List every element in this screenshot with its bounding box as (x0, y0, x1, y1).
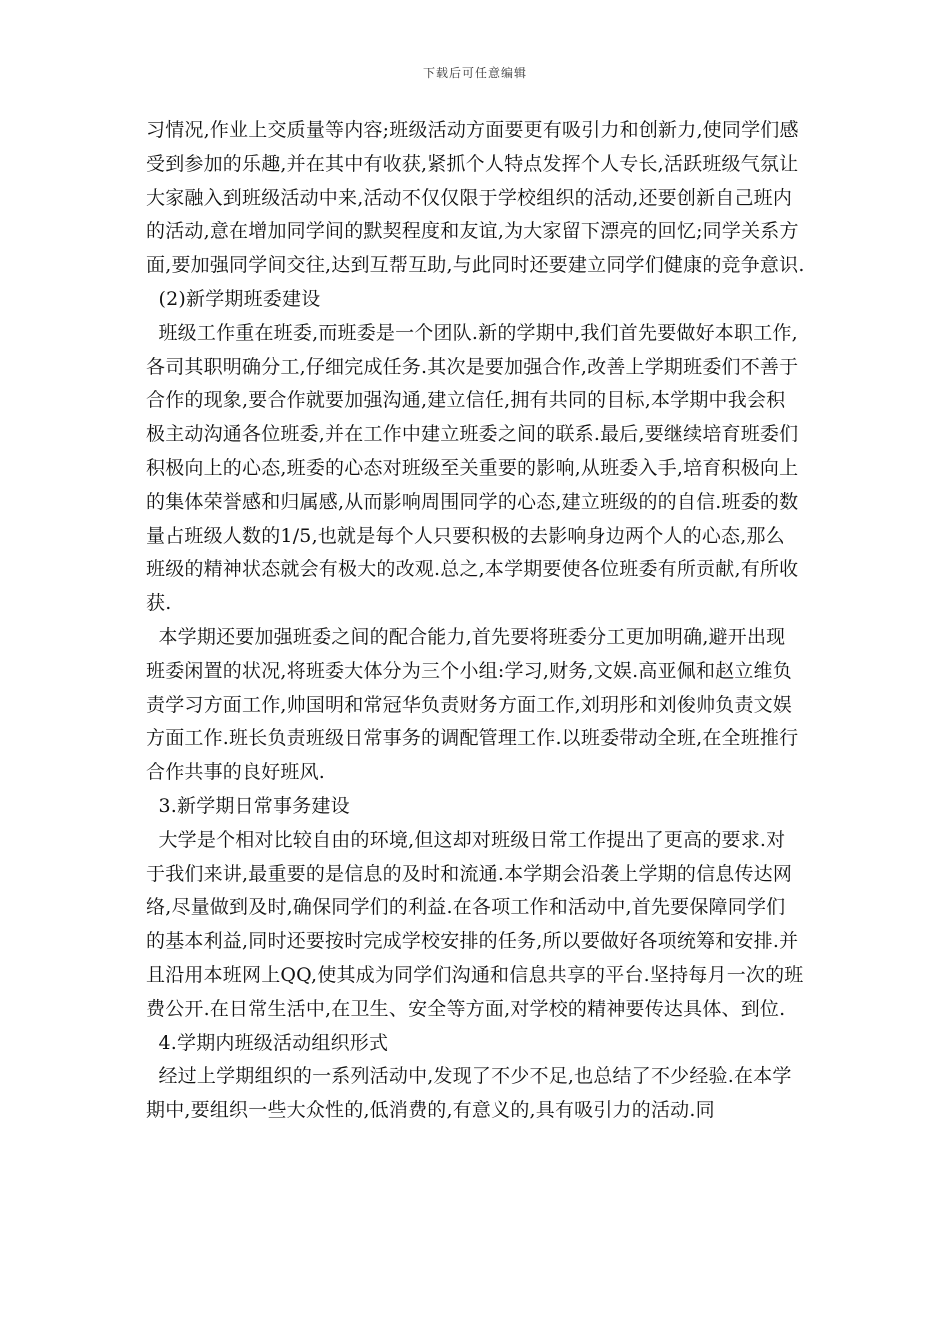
text-line: 方面工作.班长负责班级日常事务的调配管理工作.以班委带动全班,在全班推行 (146, 727, 799, 750)
section-heading: (2)新学期班委建设 (146, 287, 321, 310)
text-line: 合作共事的良好班风. (146, 761, 326, 784)
text-line: 受到参加的乐趣,并在其中有收获,紧抓个人特点发挥个人专长,活跃班级气氛让 (146, 152, 799, 175)
text-line: 极主动沟通各位班委,并在工作中建立班委之间的联系.最后,要继续培育班委们 (146, 423, 799, 446)
section-heading: 4.学期内班级活动组织形式 (146, 1031, 389, 1054)
text-line: 于我们来讲,最重要的是信息的及时和流通.本学期会沿袭上学期的信息传达网 (146, 862, 793, 885)
text-line: 经过上学期组织的一系列活动中,发现了不少不足,也总结了不少经验.在本学 (146, 1065, 792, 1088)
text-line: 责学习方面工作,帅国明和常冠华负责财务方面工作,刘玥彤和刘俊帅负责文娱 (146, 693, 793, 716)
text-line: 习情况,作业上交质量等内容;班级活动方面要更有吸引力和创新力,使同学们感 (146, 119, 799, 141)
text-line: 获. (146, 592, 172, 615)
text-line: 的基本利益,同时还要按时完成学校安排的任务,所以要做好各项统筹和安排.并 (146, 930, 799, 953)
page-header-note: 下载后可任意编辑 (422, 66, 527, 80)
text-line: 各司其职明确分工,仔细完成任务.其次是要加强合作,改善上学期班委们不善于 (146, 355, 799, 378)
text-line: 费公开.在日常生活中,在卫生、安全等方面,对学校的精神要传达具体、到位. (146, 997, 786, 1020)
text-line: 本学期还要加强班委之间的配合能力,首先要将班委分工更加明确,避开出现 (146, 625, 786, 648)
text-line: 班委闲置的状况,将班委大体分为三个小组:学习,财务,文娱.高亚佩和赵立维负 (146, 659, 792, 682)
text-line: 的集体荣誉感和归属感,从而影响周围同学的心态,建立班级的的自信.班委的数 (146, 490, 799, 513)
text-line: 的活动,意在增加同学间的默契程度和友谊,为大家留下漂亮的回忆;同学关系方 (146, 220, 799, 243)
section-heading: 3.新学期日常事务建设 (146, 794, 350, 817)
text-line: 积极向上的心态,班委的心态对班级至关重要的影响,从班委入手,培育积极向上 (146, 456, 799, 479)
document-body (146, 114, 826, 1128)
text-line: 班级的精神状态就会有极大的改观.总之,本学期要使各位班委有所贡献,有所收 (146, 558, 799, 581)
text-line: 量占班级人数的1/5,也就是每个人只要积极的去影响身边两个人的心态,那么 (146, 524, 785, 547)
text-line: 合作的现象,要合作就要加强沟通,建立信任,拥有共同的目标,本学期中我会积 (146, 389, 786, 412)
text-line: 班级工作重在班委,而班委是一个团队.新的学期中,我们首先要做好本职工作, (146, 321, 798, 344)
text-line: 大学是个相对比较自由的环境,但这却对班级日常工作提出了更高的要求.对 (146, 828, 786, 851)
text-line: 且沿用本班网上QQ,使其成为同学们沟通和信息共享的平台.坚持每月一次的班 (146, 963, 804, 986)
text-line: 大家融入到班级活动中来,活动不仅仅限于学校组织的活动,还要创新自己班内 (146, 186, 793, 209)
text-line: 期中,要组织一些大众性的,低消费的,有意义的,具有吸引力的活动.同 (146, 1099, 715, 1122)
text-line: 络,尽量做到及时,确保同学们的利益.在各项工作和活动中,首先要保障同学们 (146, 896, 786, 919)
text-line: 面,要加强同学间交往,达到互帮互助,与此同时还要建立同学们健康的竞争意识. (146, 254, 805, 277)
